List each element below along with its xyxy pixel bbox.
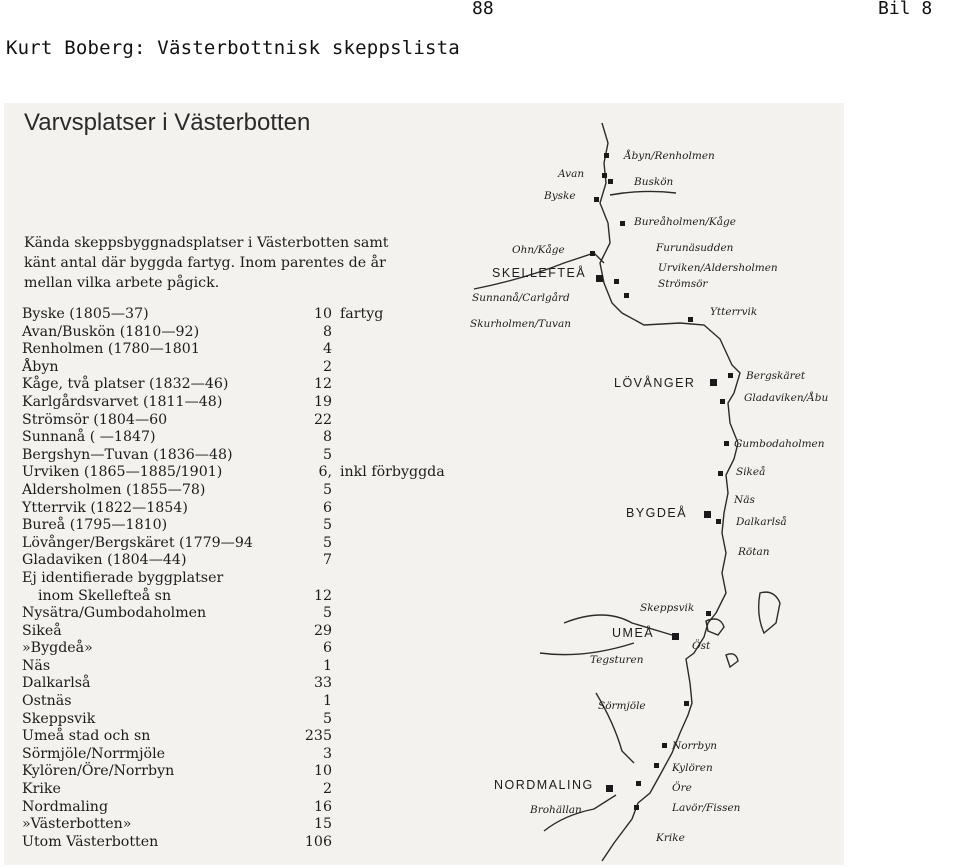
marker-avan [602,173,607,178]
yard-ship-count: 12 [313,587,332,604]
map-label-umea: UMEÅ [612,626,655,640]
marker-stromsor [624,293,629,298]
intro-text: Kända skeppsbyggnadsplatser i Västerbotten samt känt antal där byggda fartyg. Inom parentes de år mellan vilka arbete pågick. [24,235,389,291]
yard-name: Byske (1805—37) [22,306,149,322]
marker-skeppsvik [706,611,711,616]
map-label-nordmaling: NORDMALING [494,778,594,792]
yard-ship-count: 5 [322,605,332,622]
yard-name: Kåge, två platser (1832—46) [22,376,229,393]
map-label-tegsturen: Tegsturen [590,654,644,666]
yard-ship-count: 5 [322,446,332,463]
map-label-lovanger: LÖVÅNGER [614,376,696,390]
yard-note: fartyg [340,306,384,322]
marker-abyn [604,153,609,158]
map-label-sormjole: Sörmjöle [598,700,646,712]
map-label-sunnana: Sunnanå/Carlgård [472,292,570,304]
yard-ship-count: 6, [318,464,332,481]
yard-name: Skeppsvik [22,710,96,727]
map-label-sikea: Sikeå [736,466,766,478]
map-label-ytterrvik: Ytterrvik [710,306,758,318]
yard-ship-count: 2 [322,781,332,798]
yard-ship-count: 1 [322,657,332,674]
yard-ship-count: 1 [322,693,332,710]
marker-sormjole [684,701,689,706]
map-label-ost: Öst [692,640,711,652]
marker-gladaviken [720,399,725,404]
river-byske [610,191,676,195]
yard-name: Sörmjöle/Norrmjöle [22,745,165,762]
yard-name: Sikeå [22,622,62,639]
yard-ship-count: 8 [322,323,332,340]
map-title: Varvsplatser i Västerbotten [24,109,311,136]
marker-ore [636,781,641,786]
map-label-urviken: Urviken/Aldersholmen [658,262,778,274]
map-label-ohn: Ohn/Kåge [512,244,565,256]
marker-bureaholmen [620,221,625,226]
island-holmon [759,592,780,633]
map-label-gumbodaholmen: Gumbodaholmen [734,438,825,450]
yard-ship-count: 16 [313,798,332,815]
yard-name: Lövånger/Bergskäret (1779—94 [22,534,253,551]
yard-ship-count: 29 [313,622,332,639]
yard-ship-count: 3 [322,745,332,762]
map-label-lavor: Lavör/Fissen [672,802,741,814]
marker-norrbyn [662,743,667,748]
yard-name: Ej identifierade byggplatser [22,569,224,586]
map-label-norrbyn: Norrbyn [672,740,717,752]
map-label-byske: Byske [544,190,576,202]
yard-name: »Västerbotten» [22,816,132,833]
yard-name: Renholmen (1780—1801 [22,341,200,358]
map-label-nas: Näs [734,494,755,506]
yard-ship-count: 6 [322,640,332,657]
marker-byske [594,197,599,202]
yard-name: Nordmaling [22,798,109,815]
yard-name: Karlgårdsvarvet (1811—48) [22,393,223,410]
yard-name: Dalkarlså [22,675,91,692]
yard-ship-count: 12 [313,376,332,393]
marker-ytterrvik [688,317,693,322]
yard-name: inom Skellefteå sn [38,587,172,604]
yard-name: Krike [22,781,61,798]
marker-ohn [590,251,595,256]
yard-ship-count: 5 [322,534,332,551]
yard-ship-count: 2 [322,358,332,375]
yard-ship-count: 5 [322,481,332,498]
yard-ship-count: 15 [313,816,332,833]
yard-name: Urviken (1865—1885/1901) [22,464,223,481]
marker-buskon [608,179,613,184]
yard-ship-count: 19 [313,393,332,410]
yard-ship-count: 33 [313,675,332,692]
yard-ship-count: 106 [304,833,332,850]
yard-name: Näs [22,657,51,674]
map-label-gladaviken: Gladaviken/Åbu [744,392,829,404]
map-label-skelleftea: SKELLEFTEÅ [492,266,587,280]
scanned-map-page [4,103,844,865]
yard-name: Sunnanå ( —1847) [22,429,156,446]
map-label-brohallan: Brohällan [530,804,582,816]
marker-bygdea [704,511,711,518]
marker-nordmaling [606,785,613,792]
map-label-dalkarlsa: Dalkarlså [736,516,787,528]
yard-ship-count: 10 [313,306,332,322]
document-title: Kurt Boberg: Västerbottnisk skeppslista [6,37,460,59]
map-label-buskon: Buskön [634,176,674,188]
map-label-bureaholmen: Bureåholmen/Kåge [634,216,736,228]
map-labels [470,148,828,844]
yard-ship-count: 5 [322,517,332,534]
yard-ship-count: 7 [322,552,332,569]
marker-urviken [614,279,619,284]
yard-ship-count: 5 [322,710,332,727]
map-label-abyn: Åbyn/Renholmen [624,150,715,162]
yard-name: Aldersholmen (1855—78) [22,481,206,498]
yard-name: Avan/Buskön (1810—92) [22,323,200,340]
marker-kyloren [654,763,659,768]
river-umea-2 [540,643,634,655]
marker-bergskaret [728,373,733,378]
yard-ship-count: 8 [322,429,332,446]
yard-name: Gladaviken (1804—44) [22,552,187,569]
map-label-ore: Öre [672,782,692,794]
yard-name: Bureå (1795—1810) [22,517,168,534]
yard-name: Nysätra/Gumbodaholmen [22,605,207,622]
marker-lovanger [710,379,717,386]
yard-ship-count: 6 [322,499,332,516]
map-label-avan: Avan [558,168,585,180]
map-label-skeppsvik: Skeppsvik [640,602,695,614]
marker-skelleftea [596,275,603,282]
yard-ship-count: 22 [313,411,332,428]
marker-krike [634,805,639,810]
yard-name: Ostnäs [22,693,72,710]
appendix-label: Bil 8 [878,0,933,19]
yard-ship-count: 10 [313,763,332,780]
yard-name: Åbyn [22,358,59,375]
yard-ship-count: 235 [304,728,332,745]
map-label-stromsor: Strömsör [658,278,708,290]
yard-name: Strömsör (1804—60 [22,411,168,428]
yard-name: Ytterrvik (1822—1854) [22,499,188,516]
map-label-krike: Krike [656,832,685,844]
map-label-rotan: Rötan [738,546,770,558]
map-label-kyloren: Kylören [672,762,713,774]
yard-name: Utom Västerbotten [22,833,159,850]
map-label-bergskaret: Bergskäret [746,370,806,382]
yard-note: inkl förbyggda [340,464,445,481]
marker-dalkarlsa [716,519,721,524]
yard-ship-count: 4 [322,341,332,358]
yard-name: Kylören/Öre/Norrbyn [22,763,175,780]
yard-name: Bergshyn—Tuvan (1836—48) [22,446,233,463]
coast-line [600,123,740,861]
island-norrbyskar [726,654,738,667]
marker-gumbodaholmen [724,441,729,446]
coastline-lines [474,123,780,861]
marker-umea [672,633,679,640]
page-number: 88 [472,0,494,19]
map-label-furunasudden: Furunäsudden [656,242,734,254]
map-label-bygdea: BYGDEÅ [626,506,688,520]
coastline-map [4,103,844,865]
yard-name: Umeå stad och sn [22,728,151,745]
marker-sikea [718,471,723,476]
yard-name: »Bygdeå» [22,640,93,657]
map-label-skurholmen: Skurholmen/Tuvan [470,318,571,330]
